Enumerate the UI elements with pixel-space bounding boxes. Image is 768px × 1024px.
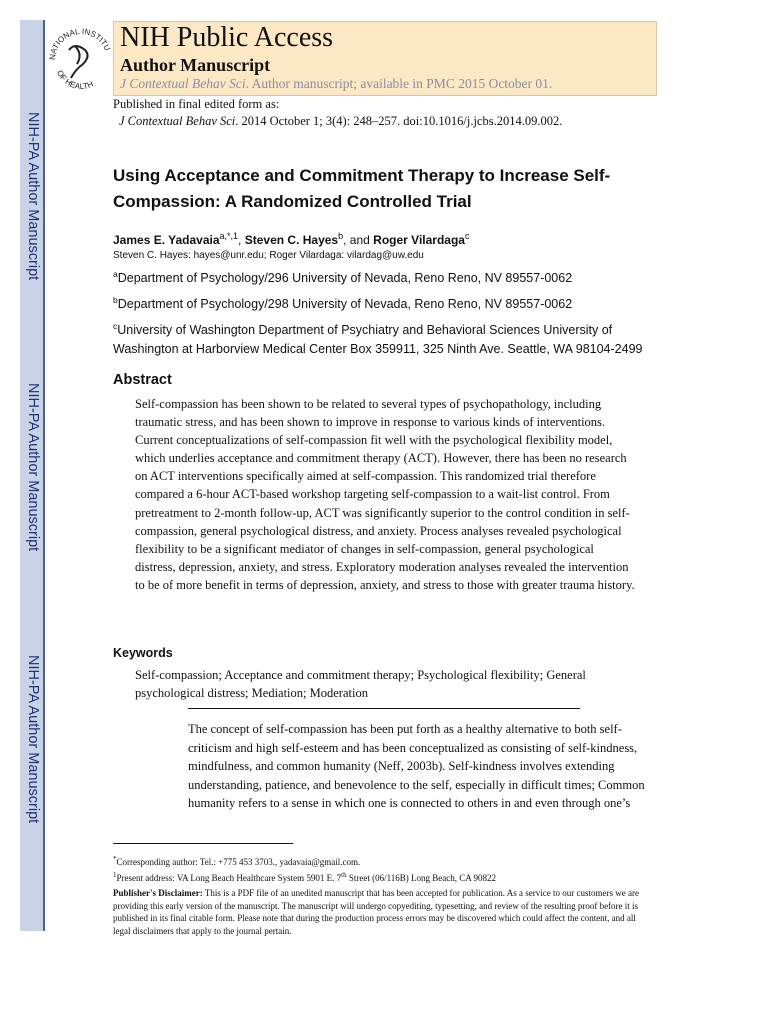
author-separator: , and (343, 233, 374, 247)
affiliation-text: Department of Psychology/298 University of Nevada, Reno Reno, NV 89557-0062 (117, 297, 573, 312)
publisher-disclaimer (113, 887, 653, 937)
footnote-text: Corresponding author: Tel.: +775 453 3703., yadavaia@gmail.com. (116, 857, 361, 867)
footnote-text: Street (06/116B) Long Beach, CA 90822 (346, 872, 496, 883)
author-separator: , (238, 233, 245, 247)
affiliation-text: Department of Psychology/296 University of Nevada, Reno Reno, NV 89557-0062 (117, 271, 573, 286)
author-name: Roger Vilardaga (373, 233, 465, 247)
publication-citation (119, 114, 562, 129)
author-name: Steven C. Hayes (244, 233, 339, 247)
nih-header-banner (113, 21, 657, 96)
footnote-text: Present address: VA Long Beach Healthcare System 5901 E. 7 (116, 872, 342, 883)
logo-text-bottom: OF HEALTH (55, 68, 95, 92)
sidebar-label-middle: NIH-PA Author Manuscript (25, 383, 41, 552)
logo-text-top: NATIONAL INSTITU (47, 27, 113, 61)
footnote-mark: 1 (113, 870, 117, 879)
header-subtitle: Author Manuscript (120, 55, 271, 75)
sidebar-label-top: NIH-PA Author Manuscript (25, 112, 41, 281)
author-affiliation-mark: b (338, 231, 344, 241)
author-emails: Steven C. Hayes: hayes@unr.edu; Roger Vilardaga: vilardag@uw.edu (113, 250, 424, 261)
footnote-mark: * (113, 855, 117, 863)
affiliation-c (113, 317, 673, 359)
affiliation-b (113, 291, 673, 314)
article-title: Using Acceptance and Commitment Therapy to Increase Self-Compassion: A Randomized Controlled Trial (113, 166, 611, 211)
author-list (113, 231, 469, 247)
author-affiliation-mark: a,*,1 (219, 231, 239, 241)
abstract-text: Self-compassion has been shown to be related to several types of psychopathology, including traumatic stress, and has been shown to improve in response to various kinds of interventions. Current conceptualizations of self-compassion fit well with the psychological flexibility model, which underlies acceptance and commitment therapy (ACT). However, there has been no research on ACT interventions specifically aimed at self-compassion. This randomized trial therefore compared a 6-hour ACT-based workshop targeting self-compassion to a wait-list control. From pretreatment to 2-month follow-up, ACT was significantly superior to the control condition in self-compassion, general psychological distress, and anxiety. Process analyses revealed psychological flexibility to be a significant mediator of changes in self-compassion, general psychological distress, depression, anxiety, and stress. Exploratory moderation analyses revealed the intervention to be of more benefit in terms of depression, anxiety, and stress to those with greater trauma history. (135, 397, 635, 592)
header-title: NIH Public Access (120, 22, 334, 53)
author-name: James E. Yadavaia (113, 233, 220, 247)
keywords-heading: Keywords (113, 646, 173, 660)
section-divider (188, 708, 580, 709)
affiliation-mark: c (113, 321, 118, 331)
author-affiliation-mark: c (464, 231, 470, 241)
ordinal-suffix: th (341, 870, 347, 879)
sidebar-label-bottom: NIH-PA Author Manuscript (25, 655, 41, 824)
header-availability: . Author manuscript; available in PMC 2015 October 01. (245, 76, 553, 91)
header-citation (120, 76, 552, 92)
disclaimer-label: Publisher's Disclaimer: (113, 888, 203, 898)
publication-journal: J Contextual Behav Sci (119, 114, 236, 128)
affiliation-a (113, 265, 673, 288)
footnote-divider (113, 843, 293, 844)
footnote-corresponding (113, 853, 653, 869)
publication-details: . 2014 October 1; 3(4): 248–257. doi:10.1016/j.jcbs.2014.09.002. (235, 114, 563, 128)
footnotes (113, 853, 653, 937)
affiliation-mark: b (113, 295, 118, 305)
nih-logo (45, 20, 113, 98)
published-intro: Published in final edited form as: (113, 97, 280, 111)
affiliation-mark: a (113, 269, 118, 279)
introduction-paragraph: The concept of self-compassion has been put forth as a healthy alternative to both self-criticism and high self-esteem and has been conceptualized as consisting of self-kindness, mindfulness, and common humanity (Neff, 2003b). Self-kindness involves extending understanding, patience, and benevolence to the self, especially in difficult times; Common humanity refers to a sense in which one is connected to others in and even through one’s (188, 722, 645, 811)
disclaimer-text: This is a PDF file of an unedited manuscript that has been accepted for publication. As a service to our customers we are providing this early version of the manuscript. The manuscript will undergo copyediting, typesetting, and review of the resulting proof before it is published in its final citable form. Please note that during the production process errors may be discovered which could affect the content, and all legal disclaimers that apply to the journal pertain. (113, 888, 639, 936)
affiliation-text: University of Washington Department of Psychiatry and Behavioral Sciences University of Washington at Harborview Medical Center Box 359911, 325 Ninth Ave. Seattle, WA 98104-2499 (113, 323, 643, 357)
nih-seal-icon (45, 20, 113, 98)
footnote-present-address (113, 869, 653, 885)
keywords-text: Self-compassion; Acceptance and commitment therapy; Psychological flexibility; General psychological distress; Mediation; Moderation (135, 668, 586, 700)
abstract-heading: Abstract (113, 372, 172, 388)
header-journal: J Contextual Behav Sci (120, 76, 246, 91)
